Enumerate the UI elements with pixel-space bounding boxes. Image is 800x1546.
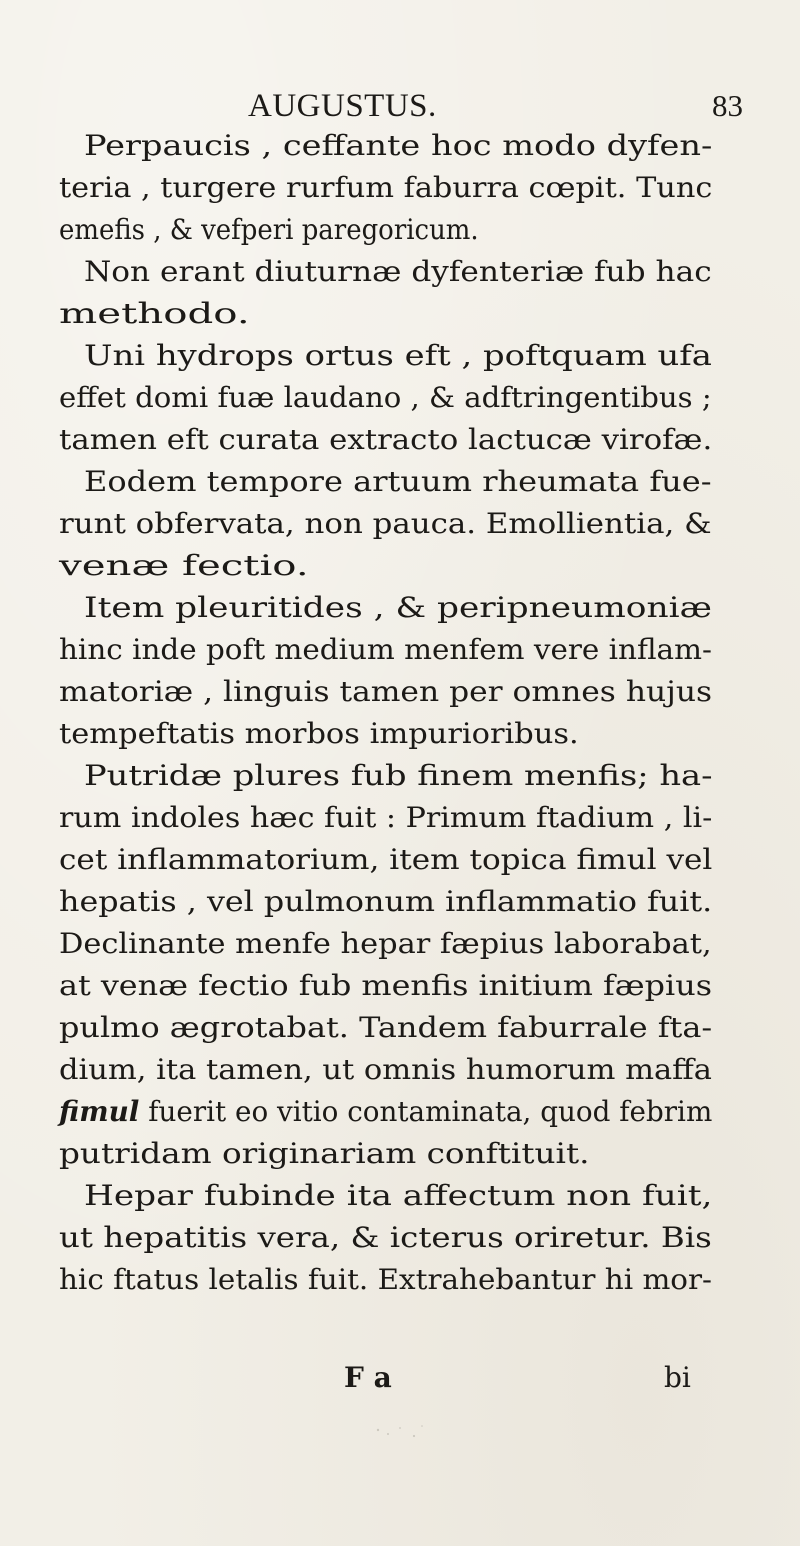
line-text: fuerit eo vitio contaminata, quod febrim	[139, 1095, 713, 1128]
line-text: at venæ fectio fub menfis initium fæpius	[59, 969, 713, 1002]
line-text: runt obfervata, non pauca. Emollientia, &	[59, 507, 712, 540]
line-text: Item pleuritides , & peripneumoniæ	[84, 591, 712, 624]
text-line	[59, 1092, 712, 1132]
text-line	[59, 714, 579, 754]
text-line	[59, 378, 712, 418]
line-text: effet domi fuæ laudano , & adftringentibus ;	[59, 381, 712, 414]
line-text: matoriæ , linguis tamen per omnes hujus	[59, 675, 713, 708]
line-text: rum indoles hæc fuit : Primum ftadium , li-	[59, 801, 713, 834]
line-text: putridam originariam conftituit.	[59, 1137, 590, 1170]
text-line	[59, 1050, 712, 1090]
line-text: ut hepatitis vera, & icterus oriretur. Bis	[59, 1221, 712, 1254]
text-line	[59, 420, 712, 460]
page-header	[0, 84, 800, 128]
text-line	[59, 1134, 590, 1174]
line-text: Perpaucis , ceffante hoc modo dyfen-	[84, 129, 713, 162]
page-footer	[0, 1358, 800, 1398]
ink-smudge	[370, 1420, 430, 1450]
text-line	[84, 756, 713, 796]
line-text: venæ fectio.	[59, 549, 309, 582]
text-line	[59, 1008, 712, 1048]
text-line	[59, 882, 712, 922]
signature-mark: F a	[344, 1361, 392, 1394]
text-line	[59, 840, 712, 880]
line-text: Declinante menfe hepar fæpius laborabat,	[59, 927, 712, 960]
text-line	[59, 210, 479, 250]
text-line	[84, 588, 712, 628]
text-line	[84, 336, 712, 376]
page-number: 83	[712, 88, 743, 123]
line-text: Hepar fubinde ita affectum non fuit,	[84, 1179, 713, 1212]
line-text: emefis , & vefperi paregoricum.	[59, 213, 479, 246]
text-line	[84, 1176, 712, 1216]
line-text: teria , turgere rurfum faburra cœpit. Tunc	[59, 171, 713, 204]
line-text: hepatis , vel pulmonum inflammatio fuit.	[59, 885, 713, 918]
line-text: methodo.	[59, 297, 250, 330]
line-text: Eodem tempore artuum rheumata fue-	[84, 465, 712, 498]
line-text: cet inflammatorium, item topica fimul vel	[59, 843, 713, 876]
italic-word: fimul	[59, 1095, 140, 1128]
text-line	[59, 966, 712, 1006]
line-text: Non erant diuturnæ dyfenteriæ fub hac	[84, 255, 712, 288]
text-line	[59, 168, 712, 208]
text-line	[59, 504, 712, 544]
line-text: dium, ita tamen, ut omnis humorum maffa	[59, 1053, 712, 1086]
line-text: tempeftatis morbos impurioribus.	[59, 717, 579, 750]
line-text: hic ftatus letalis fuit. Extrahebantur hi mor-	[59, 1263, 712, 1296]
line-text: hinc inde poft medium menfem vere inflam-	[59, 633, 712, 666]
catchword: bi	[664, 1361, 691, 1394]
text-line	[59, 546, 309, 586]
running-head: AUGUSTUS.	[248, 88, 437, 124]
text-line	[59, 798, 712, 838]
text-line	[84, 252, 712, 292]
text-line	[59, 672, 712, 712]
text-line	[59, 1218, 712, 1258]
text-line	[84, 462, 712, 502]
text-line	[59, 630, 712, 670]
text-line	[84, 126, 712, 166]
line-text: Putridæ plures fub finem menfis; ha-	[84, 759, 713, 792]
text-line	[59, 1260, 712, 1300]
line-text: Uni hydrops ortus eft , poftquam ufa	[84, 339, 712, 372]
line-text: pulmo ægrotabat. Tandem faburrale fta-	[59, 1011, 713, 1044]
text-line	[59, 924, 712, 964]
line-text: tamen eft curata extracto lactucæ virofæ.	[59, 423, 713, 456]
text-line	[59, 294, 250, 334]
